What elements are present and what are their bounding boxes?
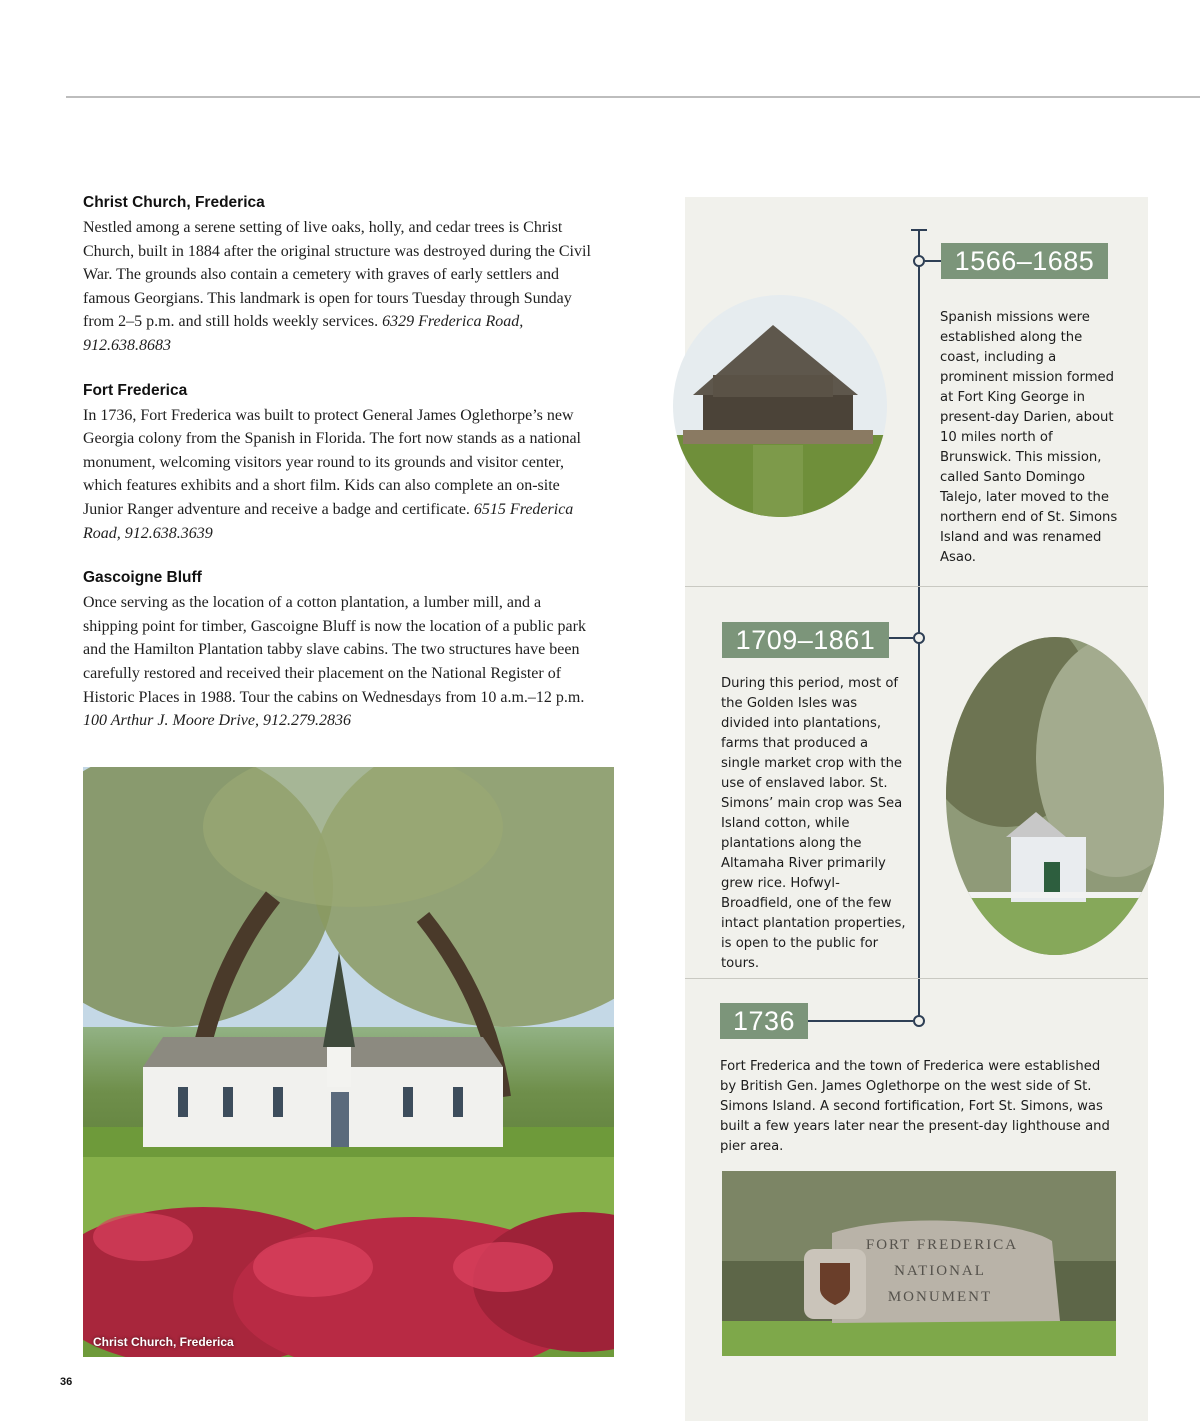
entry-body: Nestled among a serene setting of live oaks, holly, and cedar trees is Christ Church, built in 1884 after the original structure was destroyed during the Civil War. The grounds also contain a cemetery with graves of early settlers and famous Georgians. This landmark is open for tours Tuesday through Sunday from 2–5 p.m. and still holds weekly services. 6329 Frederica Road, 912.638.8683 <box>83 219 591 354</box>
timeline-node <box>913 632 925 644</box>
year-badge: 1736 <box>720 1003 808 1039</box>
entry-address: 6515 Frederica Road, 912.638.3639 <box>83 500 574 542</box>
header-rule <box>66 96 1200 98</box>
year-badge: 1709–1861 <box>722 622 889 658</box>
timeline-line <box>918 229 920 1021</box>
timeline-divider <box>685 586 1148 587</box>
sign-line-2: NATIONAL <box>894 1263 986 1279</box>
timeline-event-text: Spanish missions were established along the coast, including a prominent mission formed at Fort King George in present-day Darien, about 10 miles north of Brunswick. This mission, called Santo Domingo Talejo, later moved to the northern end of St. Simons Island and was renamed Asao. <box>940 310 1118 565</box>
page-number: 36 <box>60 1376 73 1388</box>
entry-address: 6329 Frederica Road, 912.638.8683 <box>83 313 524 354</box>
blockhouse-illustration <box>673 295 887 517</box>
sign-illustration <box>722 1171 1116 1356</box>
attractions-column <box>83 192 593 755</box>
timeline-node <box>913 1015 925 1027</box>
christ-church-photo <box>83 767 614 1357</box>
sign-line-3: MONUMENT <box>887 1289 993 1305</box>
timeline-event-text: During this period, most of the Golden Isles was divided into plantations, farms that produced a single market crop with the use of enslaved labor. St. Simons’ main crop was Sea Island cotton, while plantations along the Altamaha River primarily grew rice. Hofwyl-Broadfield, one of the few intact plantation properties, is open to the public for tours. <box>721 676 906 971</box>
fort-blockhouse-photo <box>673 295 887 517</box>
entry-address: 100 Arthur J. Moore Drive, 912.279.2836 <box>83 712 351 730</box>
timeline-connector <box>808 1020 913 1022</box>
sign-line-1: FORT FREDERICA <box>865 1237 1019 1253</box>
entry-gascoigne-bluff <box>83 567 593 733</box>
timeline-panel <box>685 197 1148 1421</box>
photo-caption: Christ Church, Frederica <box>93 1335 234 1349</box>
entry-body: Once serving as the location of a cotton plantation, a lumber mill, and a shipping point for timber, Gascoigne Bluff is now the location of a public park and the Hamilton Plantation tabby slave cabins. The two structures have been carefully restored and received their placement on the National Register of Historic Places in 1988. Tour the cabins on Wednesdays from 10 a.m.–12 p.m. 100 Arthur J. Moore Drive, 912.279.2836 <box>83 594 586 730</box>
entry-title: Gascoigne Bluff <box>83 569 202 587</box>
timeline-connector <box>889 637 913 639</box>
timeline-event-text: Fort Frederica and the town of Frederica were established by British Gen. James Oglethorpe on the west side of St. Simons Island. A second fortification, Fort St. Simons, was built a few years later near the present-day lighthouse and pier area. <box>720 1059 1110 1154</box>
timeline-connector <box>925 260 941 262</box>
entry-title: Fort Frederica <box>83 381 188 399</box>
entry-title: Christ Church, Frederica <box>83 194 265 211</box>
timeline-node <box>913 255 925 267</box>
entry-fort-frederica <box>83 380 593 546</box>
timeline-divider <box>685 978 1148 979</box>
year-badge: 1566–1685 <box>941 243 1108 279</box>
entry-body: In 1736, Fort Frederica was built to protect General James Oglethorpe’s new Georgia colony from the Spanish in Florida. The fort now stands as a national monument, welcoming visitors year round to its grounds and visitor center, which features exhibits and a short film. Kids can also complete an on-site Junior Ranger adventure and receive a badge and certificate. 6515 Frederica Road, 912.638.3639 <box>83 406 581 542</box>
plantation-photo <box>946 637 1164 955</box>
entry-christ-church <box>83 192 593 358</box>
fort-frederica-sign-photo <box>722 1171 1116 1356</box>
plantation-illustration <box>946 637 1164 955</box>
church-illustration <box>83 767 614 1357</box>
